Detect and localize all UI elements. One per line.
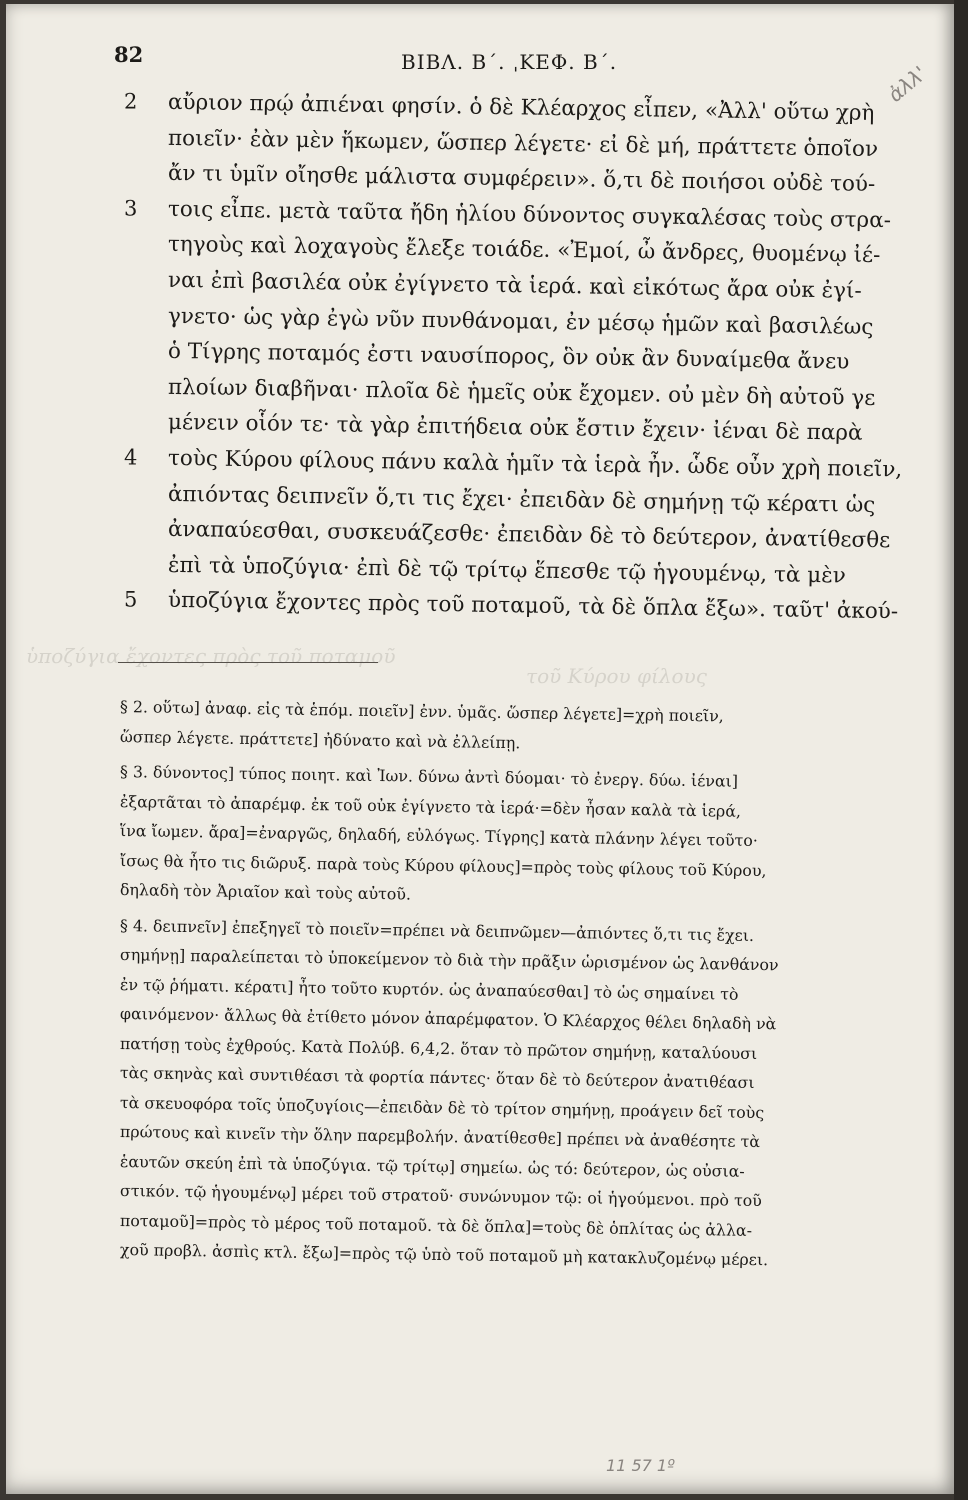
- note-line: τὰ σκευοφόρα τοῖς ὑποζυγίοις—ἐπειδὰν δὲ τὸ τρίτον σημήνῃ, προάγειν δεῖ τοὺς: [119, 1092, 765, 1122]
- note-line: ἑαυτῶν σκεύη ἐπὶ τὰ ὑποζύγια. τῷ τρίτῳ] σημείω. ὡς τό: δεύτερον, ὡς οὐσια-: [119, 1151, 745, 1181]
- handwritten-annotation-bottom: 11 57 1º: [606, 1456, 675, 1475]
- line-text: ἐπὶ τὰ ὑποζύγια· ἐπὶ δὲ τῷ τρίτῳ ἕπεσθε τῷ ἡγουμένῳ, τὰ μὲν: [167, 552, 846, 589]
- note-line: § 2. οὕτω] ἀναφ. εἰς τὰ ἑπόμ. ποιεῖν] ἐνν. ὑμᾶς. ὥσπερ λέγετε]=χρὴ ποιεῖν,: [119, 697, 724, 726]
- footnote-divider: [118, 662, 378, 663]
- section-number: 2: [123, 89, 138, 114]
- book-page: [6, 4, 954, 1494]
- note-line: § 4. δειπνεῖν] ἐπεξηγεῖ τὸ ποιεῖν=πρέπει νὰ δειπνῶμεν—ἀπιόντες ὅ,τι τις ἔχει.: [119, 915, 755, 945]
- line-text: μένειν οἷόν τε· τὰ γὰρ ἐπιτήδεια οὐκ ἔστιν ἔχειν· ἰέναι δὲ παρὰ: [167, 410, 863, 447]
- line-text: ὁ Τίγρης ποταμός ἐστι ναυσίπορος, ὃν οὐκ ἂν δυναίμεθα ἄνευ: [167, 339, 850, 375]
- running-head: ΒΙΒΛ. Β΄. ˌΚΕΦ. Β΄.: [401, 50, 618, 74]
- line-text: ὑποζύγια ἔχοντες πρὸς τοῦ ποταμοῦ, τὰ δὲ ὅπλα ἔξω». ταῦτ' ἀκού-: [167, 588, 899, 625]
- line-text: ἀπιόντας δειπνεῖν ὅ,τι τις ἔχει· ἐπειδὰν δὲ σημήνῃ τῷ κέρατι ὡς: [167, 481, 876, 518]
- line-text: τοὺς Κύρου φίλους πάνυ καλὰ ἡμῖν τὰ ἱερὰ ἦν. ὧδε οὖν χρὴ ποιεῖν,: [167, 445, 903, 483]
- note-line: χοῦ προβλ. ἀσπὶς κτλ. ἔξω]=πρὸς τῷ ὑπὸ τοῦ ποταμοῦ μὴ κατακλυζομένῳ μέρει.: [119, 1240, 769, 1270]
- note-line: ἵνα ἴωμεν. ἄρα]=ἐναργῶς, δηλαδή, εὐλόγως. Τίγρης] κατὰ πλάνην λέγει τοῦτο·: [119, 821, 759, 851]
- note-line: δηλαδὴ τὸν Ἀριαῖον καὶ τοὺς αὐτοῦ.: [119, 880, 412, 904]
- note-line: τὰς σκηνὰς καὶ συντιθέασι τὰ φορτία πάντες· ὅταν δὲ τὸ δεύτερον ἀνατιθέασι: [119, 1063, 755, 1092]
- bleed-through-text: τοῦ Κύρου φίλους: [526, 664, 707, 688]
- note-line: § 3. δύνοντος] τύπος ποιητ. καὶ Ἰων. δύνω ἀντὶ δύομαι· τὸ ἐνεργ. δύω. ἰέναι]: [119, 762, 739, 791]
- note-line: φαινόμενον· ἄλλως θὰ ἐτίθετο μόνον ἀπαρέμφατον. Ὁ Κλέαρχος θέλει δηλαδὴ νὰ: [119, 1004, 777, 1034]
- note-line: πατήσῃ τοὺς ἐχθρούς. Κατὰ Πολύβ. 6,4,2. ὅταν τὸ πρῶτον σημήνῃ, καταλύουσι: [119, 1033, 758, 1063]
- book-binding-edge: [954, 0, 968, 1500]
- note-line: ἴσως θὰ ἦτο τις διῶρυξ. παρὰ τοὺς Κύρου φίλους]=πρὸς τοὺς φίλους τοῦ Κύρου,: [119, 850, 767, 880]
- page-number: 82: [114, 42, 144, 67]
- note-line: ποταμοῦ]=πρὸς τὸ μέρος τοῦ ποταμοῦ. τὰ δὲ ὅπλα]=τοὺς δὲ ὁπλίτας ὡς ἀλλα-: [119, 1210, 753, 1240]
- section-number: 5: [123, 587, 138, 612]
- line-text: ἀναπαύεσθαι, συσκευάζεσθε· ἐπειδὰν δὲ τὸ δεύτερον, ἀνατίθεσθε: [167, 516, 891, 554]
- section-number: 3: [123, 196, 138, 221]
- note-line: στικόν. τῷ ἡγουμένῳ] μέρει τοῦ στρατοῦ· συνώνυμον τῷ: οἱ ἡγούμενοι. πρὸ τοῦ: [119, 1181, 763, 1211]
- line-text: αὔριον πρῴ ἀπιέναι φησίν. ὁ δὲ Κλέαρχος εἶπεν, «Ἀλλ' οὕτω χρὴ: [167, 89, 875, 126]
- line-text: γνετο· ὡς γὰρ ἐγὼ νῦν πυνθάνομαι, ἐν μέσῳ ἡμῶν καὶ βασιλέως: [167, 303, 874, 340]
- section-number: 4: [123, 445, 138, 470]
- line-text: τηγοὺς καὶ λοχαγοὺς ἔλεξε τοιάδε. «Ἐμοί, ὦ ἄνδρες, θυομένῳ ἰέ-: [167, 232, 881, 269]
- note-line: σημήνῃ] παραλείπεται τὸ ὑποκείμενον τὸ διὰ τὴν πρᾶξιν ὡρισμένον ὡς λανθάνον: [119, 945, 779, 975]
- commentary-notes: [119, 692, 920, 1270]
- line-text: ναι ἐπὶ βασιλέα οὐκ ἐγίγνετο τὰ ἱερά. καὶ εἰκότως ἄρα οὐκ ἐγί-: [167, 267, 862, 304]
- line-text: τοις εἶπε. μετὰ ταῦτα ἤδη ἡλίου δύνοντος συγκαλέσας τοὺς στρα-: [167, 196, 892, 233]
- note-line: πρώτους καὶ κινεῖν τὴν ὅλην παρεμβολήν. ἀνατίθεσθε] πρέπει νὰ ἀναθέσητε τὰ: [119, 1122, 761, 1152]
- line-text: ἄν τι ὑμῖν οἴησθε μάλιστα συμφέρειν». ὅ,τι δὲ ποιήσοι οὐδὲ τού-: [167, 161, 876, 198]
- note-line: ἐξαρτᾶται τὸ ἀπαρέμφ. ἐκ τοῦ οὐκ ἐγίγνετο τὰ ἱερά·=δὲν ἦσαν καλὰ τὰ ἱερά,: [119, 791, 742, 821]
- note-line: ὥσπερ λέγετε. πράττετε] ἠδύνατο καὶ νὰ ἐλλείπῃ.: [119, 726, 521, 752]
- main-text: [114, 84, 924, 625]
- note-line: ἐν τῷ ῥήματι. κέρατι] ἦτο τοῦτο κυρτόν. ὡς ἀναπαύεσθαι] τὸ ὡς σημαίνει τὸ: [119, 974, 739, 1004]
- handwritten-annotation-top: ἀλλ': [883, 61, 932, 107]
- line-text: πλοίων διαβῆναι· πλοῖα δὲ ἡμεῖς οὐκ ἔχομεν. οὐ μὲν δὴ αὐτοῦ γε: [167, 374, 876, 411]
- line-text: ποιεῖν· ἐὰν μὲν ἥκωμεν, ὥσπερ λέγετε· εἰ δὲ μή, πράττετε ὁποῖον: [167, 125, 879, 162]
- bleed-through-text: ὑποζύγια ἔχοντες πρὸς τοῦ ποταμοῦ: [26, 644, 396, 668]
